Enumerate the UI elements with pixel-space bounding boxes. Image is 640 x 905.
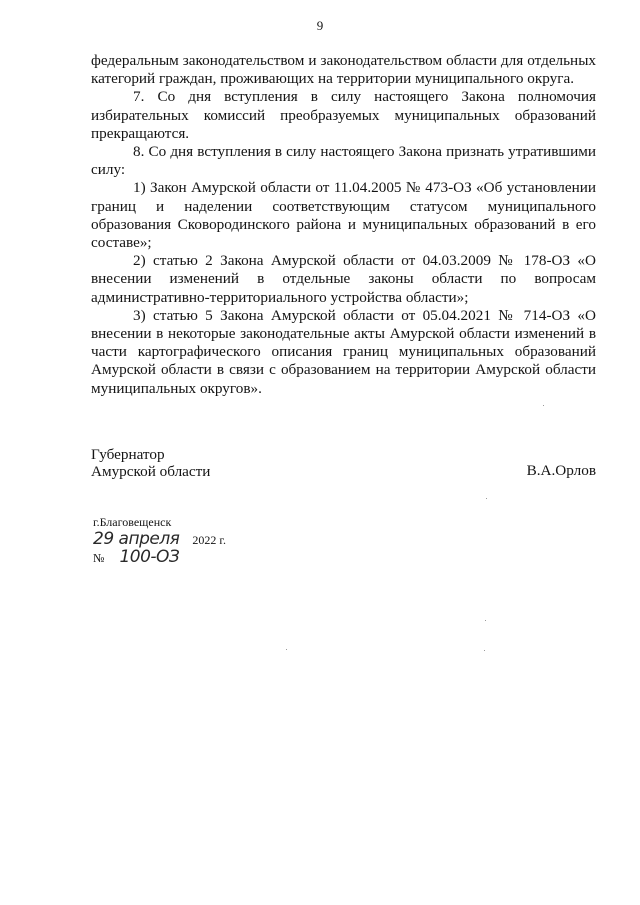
handwritten-number: 100-ОЗ [119,547,180,567]
paragraph-continuation: федеральным законодательством и законодательством области для отдельных категорий граждан, проживающих на территории муниципального округа. [91,52,596,88]
scan-speck [286,649,287,650]
signatory-position [91,446,210,480]
scan-speck [484,650,485,651]
handwritten-date: 29 апреля [93,529,180,549]
paragraph-item-7: 7. Со дня вступления в силу настоящего Закона полномочия избирательных комиссий преобразуемых муниципальных образований прекращаются. [91,88,596,142]
scan-speck [486,498,487,499]
page-number: 9 [316,18,324,33]
issue-details [93,514,226,567]
issue-number-label: № [93,551,105,565]
issue-number-row [93,549,226,567]
issue-city: г.Благовещенск [93,515,172,529]
scan-speck [543,405,544,406]
subitem-1: 1) Закон Амурской области от 11.04.2005 № 473-ОЗ «Об установлении границ и наделении соответствующим статусом муниципального образования Сковородинского района и муниципальных образований в его составе»; [91,179,596,252]
law-text [91,52,596,398]
issue-year: 2022 г. [192,533,226,547]
signatory-name: В.А.Орлов [526,462,596,479]
subitem-2: 2) статью 2 Закона Амурской области от 04.03.2009 № 178-ОЗ «О внесении изменений в отдельные законы области по вопросам административно-территориального устройства области»; [91,252,596,306]
scan-speck [485,620,486,621]
signatory-region: Амурской области [91,463,211,480]
subitem-3: 3) статью 5 Закона Амурской области от 05.04.2021 № 714-ОЗ «О внесении в некоторые законодательные акты Амурской области изменений в части картографического описания границ муниципальных образований Амурской области в связи с образованием на территории Амурской области муниципальных округов». [91,306,596,397]
paragraph-item-8: 8. Со дня вступления в силу настоящего Закона признать утратившими силу: [91,143,596,179]
signatory-title: Губернатор [91,446,165,463]
